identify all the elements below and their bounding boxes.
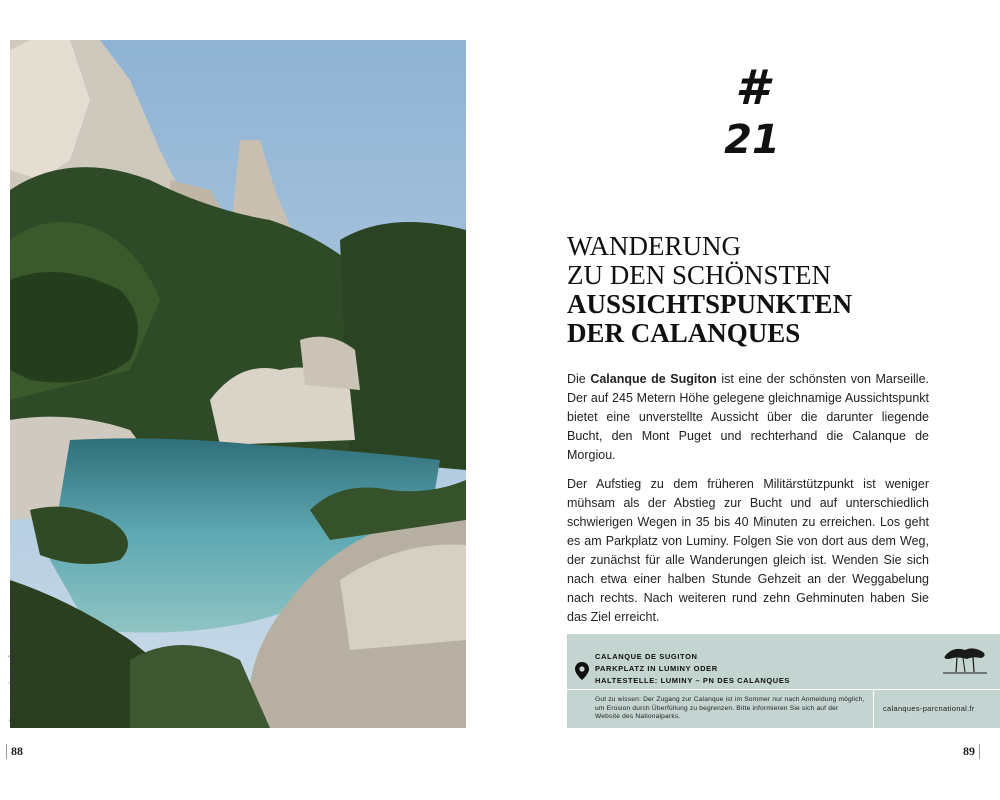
title-line-2: ZU DEN SCHÖNSTEN [567,260,832,290]
entry-number-mark [722,60,782,174]
info-line-1: CALANQUE DE SUGITON [595,652,698,661]
info-box [567,634,1000,728]
info-line-2: PARKPLATZ IN LUMINY ODER [595,664,718,673]
body-p1-bold: Calanque de Sugiton [590,372,717,386]
map-pin-icon [575,662,589,680]
pine-trees-icon [943,644,987,674]
entry-number: 21 [724,117,780,163]
info-website-link[interactable]: calanques-parcnational.fr [883,704,975,713]
body-p1-prefix: Die [567,372,591,386]
body-paragraph-2: Der Aufstieg zu dem früheren Militärstützpunkt ist weniger mühsam als der Abstieg zur Bucht und auf unterschiedlich schwierigen Wegen in 35 bis 40 Minuten zu erreichen. Los geht es am Parkplatz von Luminy. Folgen Sie von dort aus dem Weg, der zunächst für alle Wanderungen gleich ist. Wenden Sie sich nach etwa einer halben Stunde Gehzeit an der Weggabelung nach rechts. Nach weiteren rund zehn Gehminuten haben Sie das Ziel erreicht. [567,477,929,624]
calanque-landscape-image [10,40,466,728]
title-line-4: DER CALANQUES [567,318,801,348]
body-paragraph-1 [567,370,929,465]
info-note: Gut zu wissen: Der Zugang zur Calanque ist im Sommer nur nach Anmeldung möglich, um Erosion durch Überfüllung zu begrenzen. Bitte informieren Sie sich auf der Website des Nationalparks. [595,696,865,720]
article-body [567,370,929,637]
photo-credit: © LE SIXIÈME RÊVE – UNSPLASH [10,588,17,723]
calanque-photo [10,40,466,728]
entry-hash-symbol: # [735,60,769,116]
info-location-lines [595,651,790,687]
page-number-left: 88 [6,744,23,759]
article-title [567,232,967,348]
page-number-right: 89 [963,744,980,759]
title-line-3: AUSSICHTSPUNKTEN [567,289,853,319]
info-line-3: HALTESTELLE: LUMINY – PN DES CALANQUES [595,676,791,685]
title-line-1: WANDERUNG [567,231,741,261]
body-p1-rest: ist eine der schönsten von Marseille. Der auf 245 Metern Höhe gelegene gleichnamige Aussichtspunkt bietet eine unverstellte Aussicht über die darunter liegende Bucht, den Mont Puget und rechterhand die Calanque de Morgiou. [567,372,929,462]
